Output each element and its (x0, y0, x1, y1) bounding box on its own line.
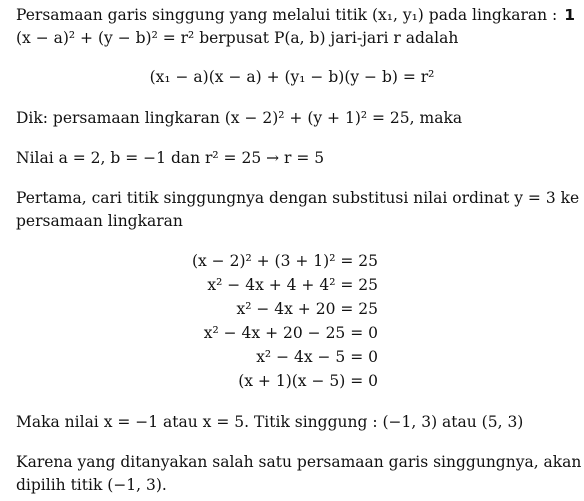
equation-4: x² − 4x + 20 − 25 = 0 (203, 324, 378, 342)
equation-2: x² − 4x + 4 + 4² = 25 (207, 276, 378, 294)
equation-1: (x − 2)² + (3 + 1)² = 25 (191, 252, 378, 270)
text-line-2: (x − a)² + (y − b)² = r² berpusat P(a, b) jari-jari r adalah (16, 29, 459, 47)
text-line-1: Persamaan garis singgung yang melalui titik (x₁, y₁) pada lingkaran : (16, 6, 558, 24)
text-line-3: Dik: persamaan lingkaran (x − 2)² + (y + 1)² = 25, maka (16, 109, 463, 127)
text-line-9: dipilih titik (−1, 3). (16, 476, 167, 494)
equation-3: x² − 4x + 20 = 25 (236, 300, 378, 318)
page-number: 1 (564, 6, 575, 24)
text-line-8: Karena yang ditanyakan salah satu persamaan garis singgungnya, akan (16, 453, 582, 471)
text-line-5: Pertama, cari titik singgungnya dengan substitusi nilai ordinat y = 3 ke (16, 189, 580, 207)
text-line-6: persamaan lingkaran (16, 212, 183, 230)
equation-5: x² − 4x − 5 = 0 (256, 348, 378, 366)
equation-6: (x + 1)(x − 5) = 0 (238, 372, 378, 390)
text-line-4: Nilai a = 2, b = −1 dan r² = 25 → r = 5 (16, 149, 325, 167)
tangent-formula: (x₁ − a)(x − a) + (y₁ − b)(y − b) = r² (149, 68, 435, 86)
text-line-7: Maka nilai x = −1 atau x = 5. Titik singgung : (−1, 3) atau (5, 3) (16, 413, 524, 431)
